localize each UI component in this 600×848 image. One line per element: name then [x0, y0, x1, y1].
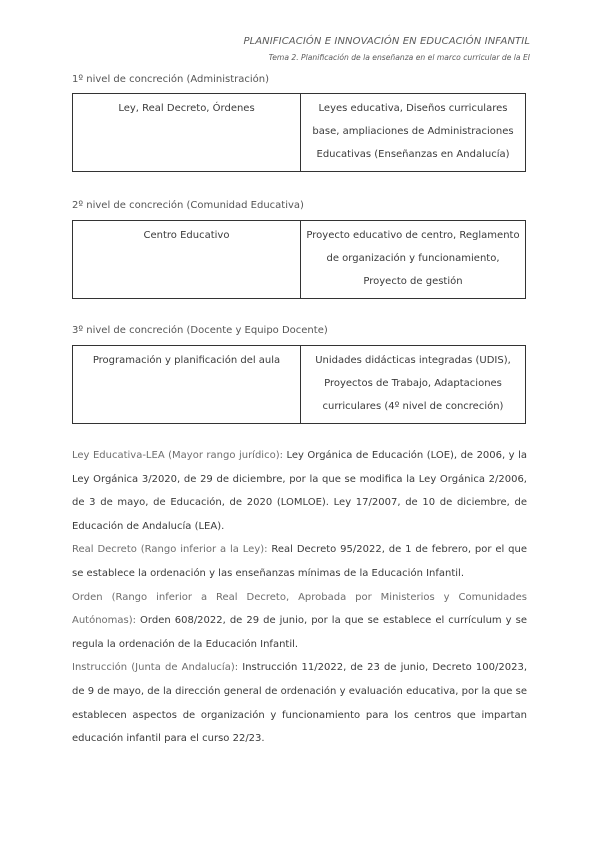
level-1-right-cell: Leyes educativa, Diseños curriculares base, ampliaciones de Administraciones Educativas (Enseñanzas en Andalucía) [301, 94, 526, 172]
page-header [243, 36, 530, 62]
paragraph-text: Orden 608/2022, de 29 de junio, por la que se establece el currículum y se regula la ordenación de la Educación Infantil. [72, 615, 527, 650]
legal-references [72, 444, 527, 751]
level-2-left-cell: Centro Educativo [73, 221, 301, 299]
paragraph-text: Real Decreto 95/2022, de 1 de febrero, por el que se establece la ordenación y las enseñanzas mínimas de la Educación Infantil. [72, 544, 527, 579]
level-2-table [72, 220, 526, 299]
level-3-right-cell: Unidades didácticas integradas (UDIS), Proyectos de Trabajo, Adaptaciones curriculares (4º nivel de concreción) [301, 346, 526, 424]
paragraph-label: Orden (Rango inferior a Real Decreto, Aprobada por Ministerios y Comunidades Autónomas): [72, 591, 527, 627]
paragraph-instruccion [72, 656, 527, 750]
paragraph-real-decreto [72, 538, 527, 585]
level-3-left-cell: Programación y planificación del aula [73, 346, 301, 424]
level-2-title: 2º nivel de concreción (Comunidad Educativa) [72, 200, 304, 211]
paragraph-orden [72, 586, 527, 657]
header-title: PLANIFICACIÓN E INNOVACIÓN EN EDUCACIÓN INFANTIL [243, 36, 530, 47]
level-3-title: 3º nivel de concreción (Docente y Equipo Docente) [72, 325, 328, 336]
paragraph-label: Instrucción (Junta de Andalucía): [72, 662, 239, 674]
paragraph-label: Real Decreto (Rango inferior a la Ley): [72, 544, 268, 556]
paragraph-lea [72, 444, 527, 538]
paragraph-text: Ley Orgánica de Educación (LOE), de 2006, y la Ley Orgánica 3/2020, de 29 de diciembre, por la que se modifica la Ley Orgánica 2/2006, de 3 de mayo, de Educación, de 2020 (LOMLOE). Ley 17/2007, de 10 de diciembre, de Educación de Andalucía (LEA). [72, 450, 527, 532]
level-1-table [72, 93, 526, 172]
level-1-left-cell: Ley, Real Decreto, Órdenes [73, 94, 301, 172]
header-subtitle: Tema 2. Planificación de la enseñanza en el marco curricular de la EI [268, 53, 530, 62]
level-2-right-cell: Proyecto educativo de centro, Reglamento de organización y funcionamiento, Proyecto de gestión [301, 221, 526, 299]
paragraph-text: Instrucción 11/2022, de 23 de junio, Decreto 100/2023, de 9 de mayo, de la dirección general de ordenación y evaluación educativa, por la que se establecen aspectos de organización y funcionamiento para los centros que impartan educación infantil para el curso 22/23. [72, 662, 527, 745]
level-1-title: 1º nivel de concreción (Administración) [72, 74, 270, 85]
level-3-table [72, 345, 526, 424]
paragraph-label: Ley Educativa-LEA (Mayor rango jurídico): [72, 450, 283, 461]
